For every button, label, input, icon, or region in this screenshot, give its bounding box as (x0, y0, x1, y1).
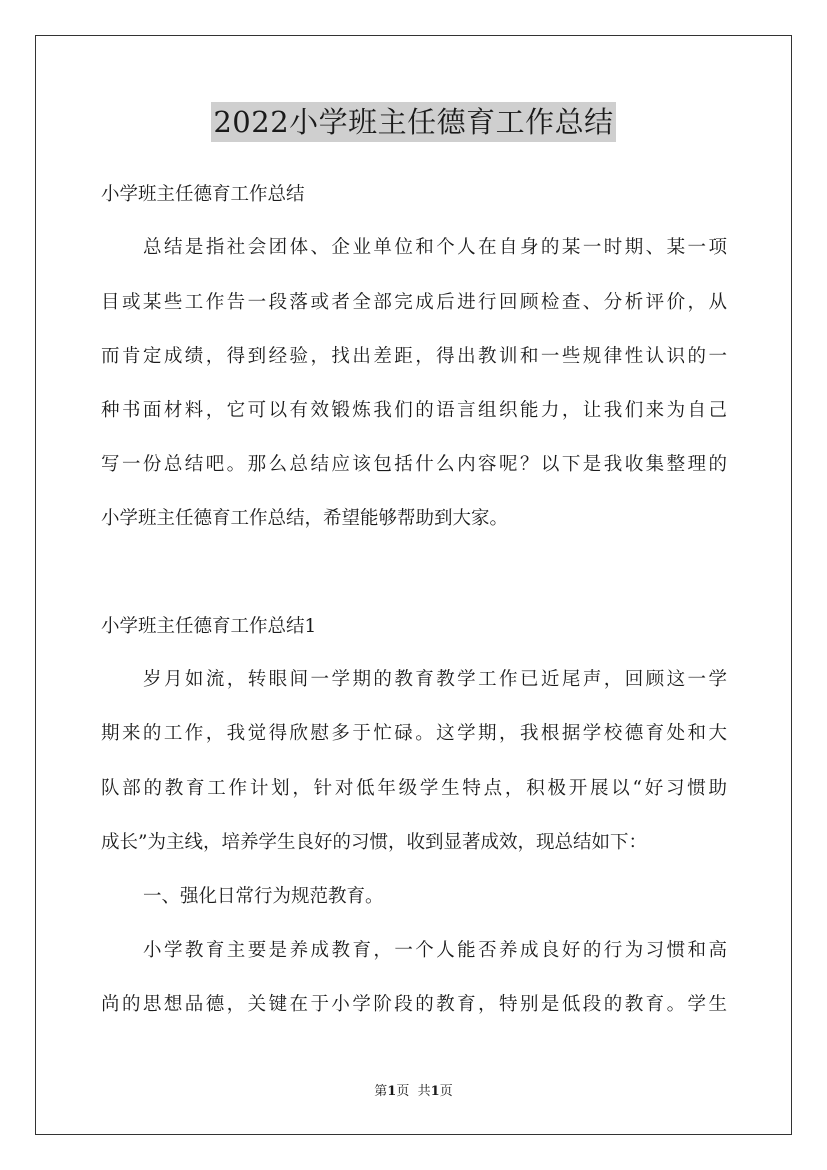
page-mid: 页 (396, 1084, 410, 1099)
paragraph-line: 目或某些工作告一段落或者全部完成后进行回顾检查、分析评价，从 (101, 292, 727, 313)
total-suffix: 页 (439, 1084, 453, 1099)
paragraph-line: 期来的工作，我觉得欣慰多于忙碌。这学期，我根据学校德育处和大 (101, 723, 727, 744)
total-prefix: 共 (417, 1084, 431, 1099)
paragraph-line: 写一份总结吧。那么总结应该包括什么内容呢？以下是我收集整理的 (101, 454, 727, 475)
title-container (0, 102, 827, 142)
total-pages: 1 (430, 1084, 440, 1099)
paragraph-line: 岁月如流，转眼间一学期的教育教学工作已近尾声，回顾这一学 (143, 669, 727, 690)
section-heading: 小学班主任德育工作总结 (101, 184, 305, 205)
document-title: 2022小学班主任德育工作总结 (211, 102, 615, 142)
section-heading: 小学班主任德育工作总结1 (101, 616, 317, 637)
paragraph-line: 总结是指社会团体、企业单位和个人在自身的某一时期、某一项 (143, 237, 727, 258)
paragraph-line: 成长”为主线，培养学生良好的习惯，收到显著成效，现总结如下： (101, 832, 647, 853)
paragraph-line: 小学班主任德育工作总结，希望能够帮助到大家。 (101, 508, 509, 529)
subsection-heading: 一、强化日常行为规范教育。 (143, 886, 384, 907)
page-footer (0, 1083, 827, 1101)
paragraph-line: 种书面材料，它可以有效锻炼我们的语言组织能力，让我们来为自己 (101, 400, 727, 421)
page-number: 1 (387, 1084, 397, 1099)
paragraph-line: 而肯定成绩，得到经验，找出差距，得出教训和一些规律性认识的一 (101, 346, 727, 367)
paragraph-line: 小学教育主要是养成教育，一个人能否养成良好的行为习惯和高 (143, 940, 727, 961)
page-prefix: 第 (374, 1084, 388, 1099)
paragraph-line: 尚的思想品德，关键在于小学阶段的教育，特别是低段的教育。学生 (101, 994, 727, 1015)
paragraph-line: 队部的教育工作计划，针对低年级学生特点，积极开展以“好习惯助 (101, 778, 727, 799)
